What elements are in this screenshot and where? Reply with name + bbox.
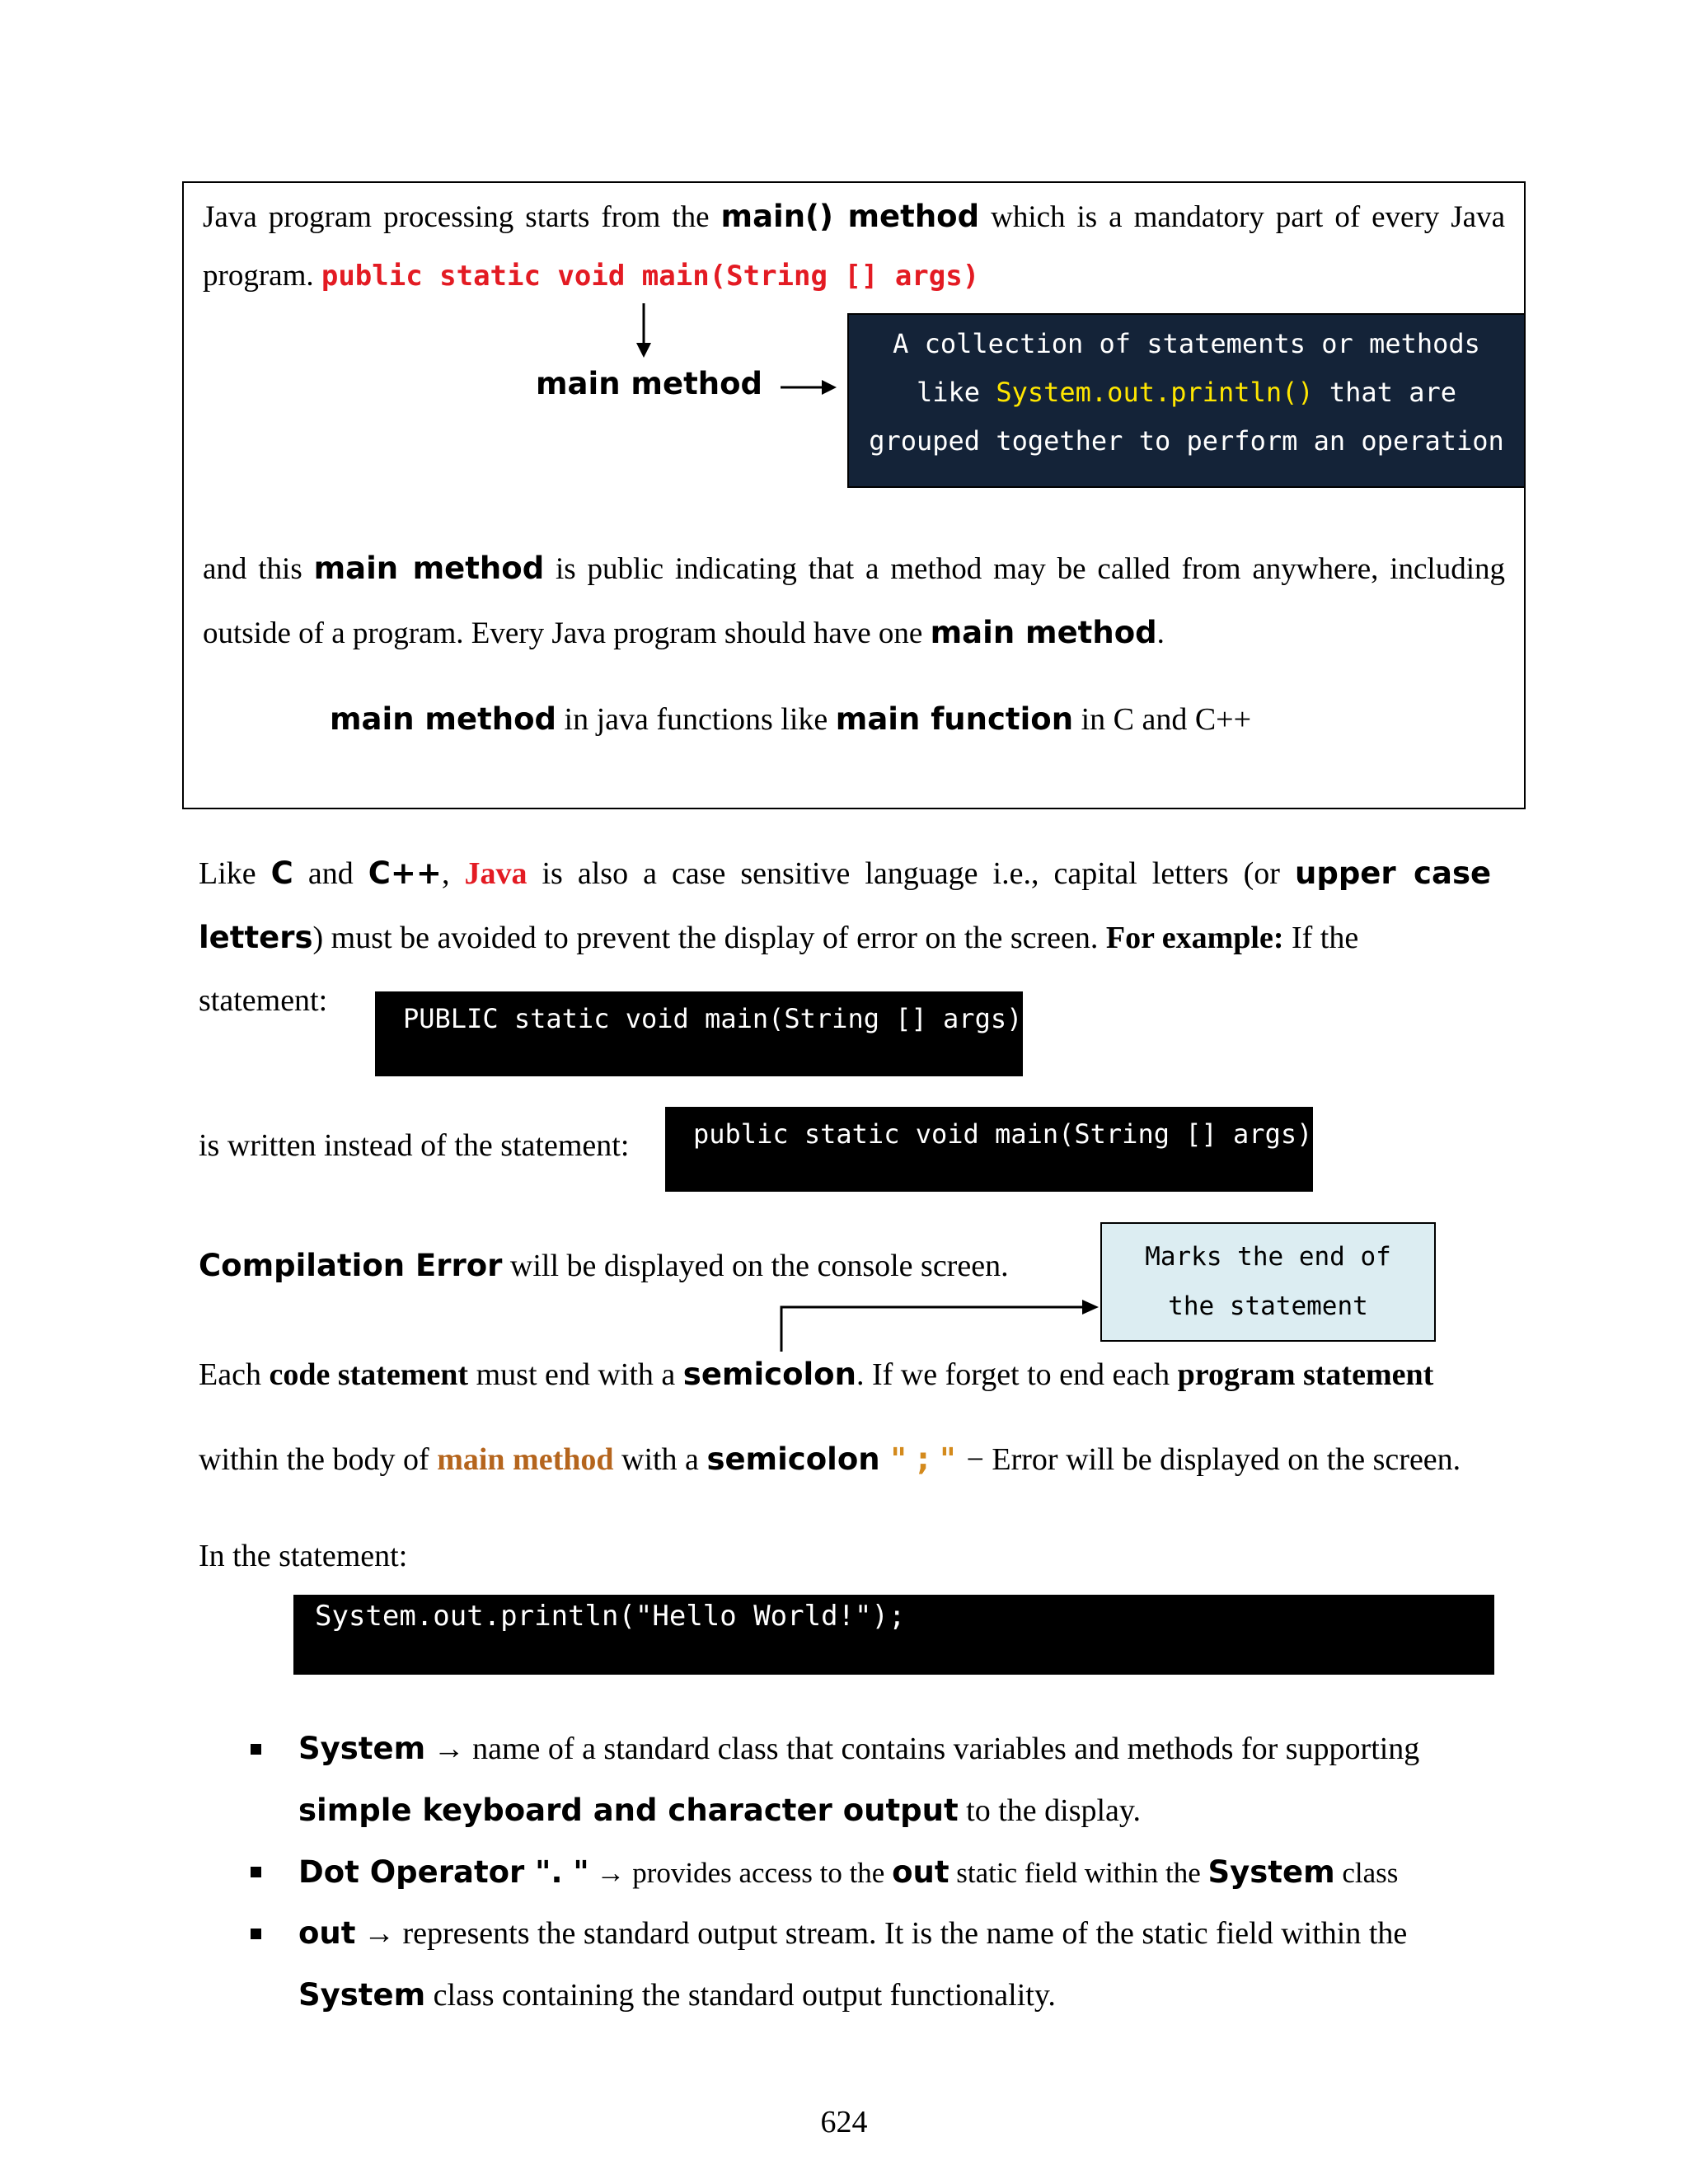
code-block-hello-world: System.out.println("Hello World!"); — [293, 1595, 1494, 1675]
case-para-line3: statement: — [199, 983, 328, 1018]
code-block-lowercase: public static void main(String [] args) — [665, 1107, 1313, 1192]
semicolon-para-line1: Each code statement must end with a semicolon. If we forget to end each program statement — [199, 1357, 1434, 1392]
bullet-system-line1: System → name of a standard class that contains variables and methods for supporting — [298, 1731, 1420, 1766]
bullet-dot-operator: Dot Operator ". " → provides access to the out static field within the System class — [298, 1854, 1399, 1890]
case-para-line2: letters) must be avoided to prevent the display of error on the screen. For example: If the — [199, 920, 1359, 955]
bullet-marker — [251, 1744, 261, 1755]
bullet-system-line2: simple keyboard and character output to the display. — [298, 1793, 1141, 1828]
right-arrow-icon — [779, 375, 838, 400]
written-instead-text: is written instead of the statement: — [199, 1128, 630, 1163]
compilation-error-text: Compilation Error will be displayed on the console screen. — [199, 1248, 1009, 1283]
case-para-line1: Like C and C++, Java is also a case sensitive language i.e., capital letters (or upper case — [199, 855, 1492, 891]
box-para1-line2: program. public static void main(String [] args) — [203, 259, 980, 293]
println-code: System.out.println() — [996, 377, 1314, 408]
box-para2-line2: outside of a program. Every Java program should have one main method. — [203, 615, 1165, 650]
box-para1-line1: Java program processing starts from the main() method which is a mandatory part of every Java — [203, 199, 1506, 234]
semicolon-callout: Marks the end of the statement — [1100, 1222, 1436, 1342]
page-number: 624 — [820, 2105, 868, 2139]
semicolon-para-line2: within the body of main method with a semicolon " ; " − Error will be displayed on the screen. — [199, 1441, 1461, 1477]
bullet-out-line1: out → represents the standard output stream. It is the name of the static field within the — [298, 1915, 1408, 1951]
box-para3: main method in java functions like main function in C and C++ — [330, 701, 1252, 737]
main-method-term: main() method — [720, 199, 980, 234]
code-block-uppercase: PUBLIC static void main(String [] args) — [375, 991, 1023, 1076]
method-definition-callout: A collection of statements or methods like System.out.println() that are grouped together to perform an operation — [847, 313, 1526, 488]
down-arrow-icon — [631, 302, 656, 361]
main-method-label: main method — [536, 366, 763, 401]
main-signature-code: public static void main(String [] args) — [321, 260, 980, 293]
bullet-marker — [251, 1929, 261, 1939]
bullet-out-line2: System class containing the standard output functionality. — [298, 1977, 1056, 2013]
in-the-statement: In the statement: — [199, 1539, 408, 1573]
bullet-marker — [251, 1867, 261, 1877]
elbow-arrow-icon — [775, 1294, 1104, 1353]
box-para2-line1: and this main method is public indicating that a method may be called from anywhere, including — [203, 551, 1505, 586]
